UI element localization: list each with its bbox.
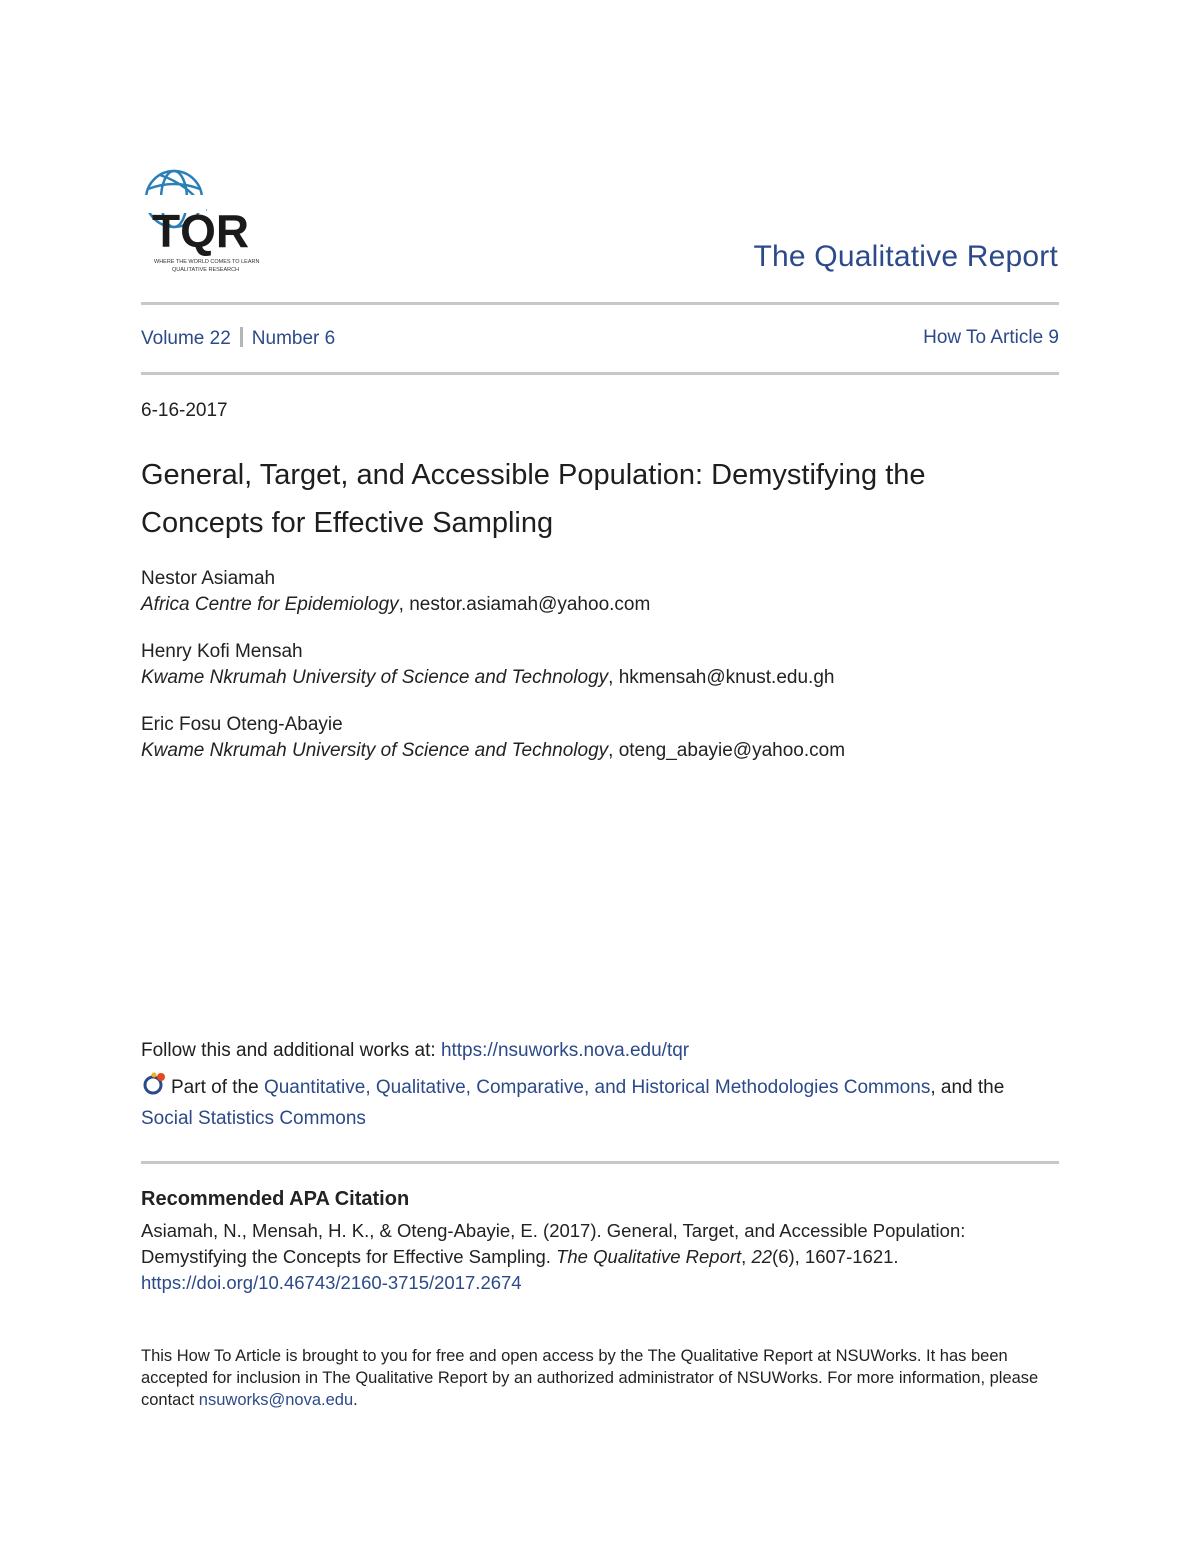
logo-tagline-2: QUALITATIVE RESEARCH (172, 267, 240, 273)
citation-text: Demystifying the Concepts for Effective Sampling. (141, 1246, 557, 1267)
journal-title[interactable]: The Qualitative Report (753, 240, 1058, 273)
author-block (141, 639, 834, 691)
divider (141, 1161, 1059, 1164)
author-affiliation: Kwame Nkrumah University of Science and Technology (141, 667, 609, 688)
author-block (141, 566, 650, 618)
article-type-link[interactable]: How To Article 9 (923, 327, 1059, 348)
citation-heading: Recommended APA Citation (141, 1188, 410, 1210)
globe-icon (140, 165, 280, 275)
author-block (141, 712, 845, 764)
issue-row (141, 327, 1059, 350)
author-email: , hkmensah@knust.edu.gh (608, 667, 835, 688)
citation-line: Asiamah, N., Mensah, H. K., & Oteng-Abayie, E. (2017). General, Target, and Accessible Population: (141, 1220, 966, 1241)
citation-body (141, 1218, 1041, 1296)
repository-link[interactable]: https://nsuworks.nova.edu/tqr (440, 1040, 690, 1061)
author-affiliation: Africa Centre for Epidemiology (141, 594, 399, 615)
author-affiliation: Kwame Nkrumah University of Science and Technology (141, 740, 609, 761)
follow-line (141, 1040, 689, 1062)
author-name: Eric Fosu Oteng-Abayie (141, 714, 343, 735)
part-of-block (141, 1072, 1059, 1134)
divider (141, 372, 1059, 375)
publication-date: 6-16-2017 (141, 400, 228, 421)
methodologies-commons-link[interactable]: Quantitative, Qualitative, Comparative, and Historical Methodologies Commons (263, 1077, 931, 1098)
part-of-middle: , and the (930, 1077, 1005, 1098)
author-email: , nestor.asiamah@yahoo.com (398, 594, 651, 615)
citation-journal: The Qualitative Report (556, 1246, 742, 1267)
social-statistics-commons-link[interactable]: Social Statistics Commons (141, 1108, 366, 1129)
citation-volume: 22 (751, 1246, 773, 1267)
footer-end: . (353, 1391, 358, 1409)
volume-link[interactable]: Volume 22 (141, 328, 231, 349)
logo-tagline: WHERE THE WORLD COMES TO LEARN (154, 259, 260, 265)
citation-sep: , (741, 1246, 752, 1267)
article-title: General, Target, and Accessible Population: Demystifying the Concepts for Effective Sampling (141, 459, 926, 539)
part-of-prefix: Part of the (171, 1077, 264, 1098)
contact-email-link[interactable]: nsuworks@nova.edu (198, 1391, 354, 1409)
author-name: Henry Kofi Mensah (141, 641, 303, 662)
footer-text: This How To Article is brought to you for free and open access by the The Qualitative Report at NSUWorks. It has been accepted for inclusion in The Qualitative Report by an authorized administrator of NSUWorks. For more information, please contact (141, 1347, 1039, 1409)
author-email: , oteng_abayie@yahoo.com (608, 740, 846, 761)
separator (240, 327, 243, 347)
logo-text: TQR (152, 205, 250, 257)
citation-issue-pages: (6), 1607-1621. (772, 1246, 899, 1267)
author-name: Nestor Asiamah (141, 568, 276, 589)
tqr-logo (140, 165, 280, 275)
doi-link[interactable]: https://doi.org/10.46743/2160-3715/2017.2674 (141, 1272, 522, 1293)
divider (141, 302, 1059, 305)
follow-label: Follow this and additional works at: (141, 1040, 441, 1061)
footer-notice (141, 1345, 1041, 1411)
number-link[interactable]: Number 6 (251, 328, 336, 349)
commons-network-icon (141, 1072, 167, 1096)
